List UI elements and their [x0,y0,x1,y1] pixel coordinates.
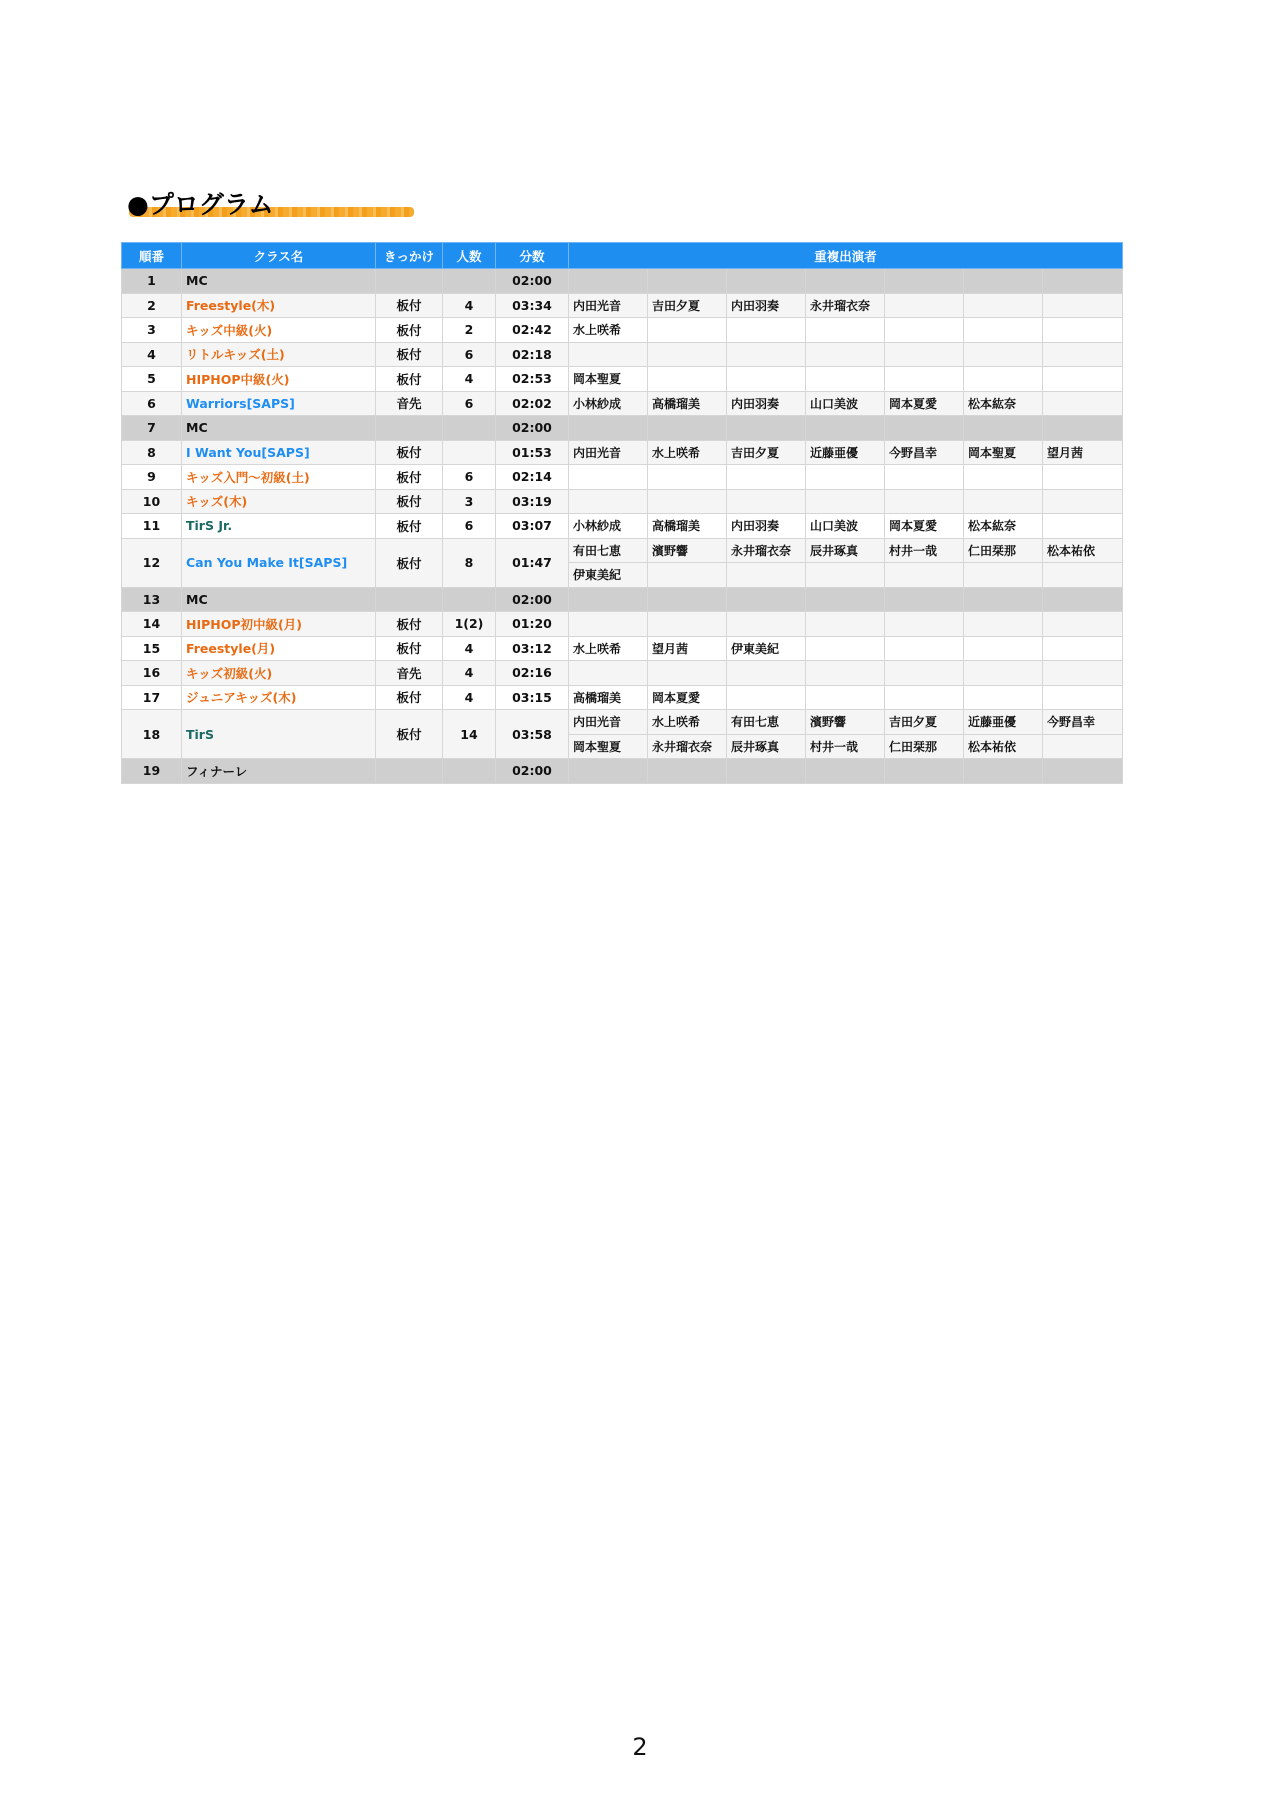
performer-cell [648,269,727,294]
count-cell [443,416,496,441]
order-cell: 17 [122,685,182,710]
performer-cell: 山口美波 [806,514,885,539]
performer-cell: 内田羽奏 [727,293,806,318]
performer-cell [727,269,806,294]
performer-cell [569,612,648,637]
performer-cell [727,685,806,710]
performer-cell: 内田光音 [569,440,648,465]
count-cell: 6 [443,465,496,490]
performer-cell [727,367,806,392]
cue-cell: 板付 [376,514,443,539]
cue-cell: 板付 [376,440,443,465]
class-name-cell: MC [182,587,376,612]
class-name-cell: TirS Jr. [182,514,376,539]
time-cell: 02:53 [496,367,569,392]
performer-cell: 望月茜 [1043,440,1123,465]
count-cell: 6 [443,514,496,539]
table-row [122,440,1123,465]
time-cell: 03:07 [496,514,569,539]
header-cue: きっかけ [376,243,443,269]
performer-cell [1043,318,1123,343]
class-name-cell: HIPHOP初中級(月) [182,612,376,637]
performer-cell: 高橋瑠美 [569,685,648,710]
class-name-cell: HIPHOP中級(火) [182,367,376,392]
cue-cell [376,416,443,441]
count-cell: 6 [443,391,496,416]
order-cell: 10 [122,489,182,514]
header-minutes: 分数 [496,243,569,269]
performer-cell [964,269,1043,294]
performer-cell [806,416,885,441]
order-cell: 7 [122,416,182,441]
performer-cell [885,293,964,318]
cue-cell: 板付 [376,465,443,490]
performer-cell [648,416,727,441]
performer-cell [1043,612,1123,637]
performer-cell: 伊東美紀 [727,636,806,661]
class-name-cell: ジュニアキッズ(木) [182,685,376,710]
table-row [122,612,1123,637]
table-row [122,293,1123,318]
performer-cell: 岡本夏愛 [885,391,964,416]
count-cell: 4 [443,293,496,318]
performer-cell [885,489,964,514]
performer-cell: 岡本聖夏 [964,440,1043,465]
performer-cell: 松本紘奈 [964,391,1043,416]
order-cell: 14 [122,612,182,637]
performer-cell: 小林紗成 [569,391,648,416]
count-cell: 14 [443,710,496,759]
performer-cell [727,489,806,514]
class-name-cell: Freestyle(木) [182,293,376,318]
performer-cell [806,269,885,294]
performer-cell: 村井一哉 [806,734,885,759]
performer-cell [806,563,885,588]
performer-cell: 仁田栞那 [964,538,1043,563]
performer-cell: 松本紘奈 [964,514,1043,539]
performer-cell [885,342,964,367]
class-name-cell: Can You Make It[SAPS] [182,538,376,587]
class-name-cell: MC [182,269,376,294]
performer-cell [806,661,885,686]
performer-cell [806,587,885,612]
performer-cell: 仁田栞那 [885,734,964,759]
time-cell: 01:20 [496,612,569,637]
performer-cell: 濱野響 [806,710,885,735]
performer-cell: 辰井琢真 [727,734,806,759]
count-cell [443,587,496,612]
performer-cell [1043,416,1123,441]
performer-cell [964,636,1043,661]
performer-cell: 小林紗成 [569,514,648,539]
time-cell: 02:16 [496,661,569,686]
performer-cell [885,318,964,343]
performer-cell [648,661,727,686]
performer-cell [569,269,648,294]
performer-cell: 高橋瑠美 [648,514,727,539]
table-row [122,391,1123,416]
cue-cell: 板付 [376,318,443,343]
performer-cell [727,759,806,784]
performer-cell [648,489,727,514]
class-name-cell: キッズ中級(火) [182,318,376,343]
performer-cell [964,416,1043,441]
order-cell: 9 [122,465,182,490]
cue-cell: 板付 [376,685,443,710]
performer-cell [648,465,727,490]
order-cell: 12 [122,538,182,587]
performer-cell [885,685,964,710]
time-cell: 02:42 [496,318,569,343]
performer-cell: 内田光音 [569,710,648,735]
order-cell: 8 [122,440,182,465]
time-cell: 02:02 [496,391,569,416]
performer-cell: 岡本夏愛 [648,685,727,710]
performer-cell [964,318,1043,343]
performer-cell: 伊東美紀 [569,563,648,588]
performer-cell [964,489,1043,514]
count-cell [443,759,496,784]
performer-cell: 内田羽奏 [727,514,806,539]
cue-cell: 音先 [376,661,443,686]
cue-cell: 板付 [376,710,443,759]
header-overlap: 重複出演者 [569,243,1123,269]
cue-cell: 板付 [376,636,443,661]
count-cell: 4 [443,685,496,710]
performer-cell [648,587,727,612]
order-cell: 1 [122,269,182,294]
count-cell: 6 [443,342,496,367]
performer-cell [1043,342,1123,367]
count-cell: 4 [443,636,496,661]
performer-cell [806,612,885,637]
table-row [122,587,1123,612]
cue-cell: 板付 [376,342,443,367]
performer-cell [569,489,648,514]
performer-cell [964,759,1043,784]
performer-cell: 吉田夕夏 [885,710,964,735]
performer-cell [885,269,964,294]
performer-cell: 吉田夕夏 [727,440,806,465]
performer-cell [964,563,1043,588]
cue-cell: 板付 [376,538,443,587]
table-row [122,710,1123,735]
performer-cell [806,342,885,367]
order-cell: 5 [122,367,182,392]
count-cell: 1(2) [443,612,496,637]
class-name-cell: キッズ入門〜初級(土) [182,465,376,490]
performer-cell: 水上咲希 [569,636,648,661]
count-cell: 8 [443,538,496,587]
performer-cell: 水上咲希 [648,710,727,735]
cue-cell: 板付 [376,612,443,637]
performer-cell: 内田羽奏 [727,391,806,416]
performer-cell [885,416,964,441]
performer-cell [727,416,806,441]
performer-cell: 今野昌幸 [1043,710,1123,735]
performer-cell: 内田光音 [569,293,648,318]
class-name-cell: MC [182,416,376,441]
class-name-cell: TirS [182,710,376,759]
program-title [127,185,417,225]
performer-cell: 永井瑠衣奈 [648,734,727,759]
performer-cell [885,661,964,686]
time-cell: 03:34 [496,293,569,318]
table-row [122,661,1123,686]
performer-cell [569,342,648,367]
table-row [122,465,1123,490]
performer-cell [727,342,806,367]
time-cell: 02:00 [496,587,569,612]
table-row [122,514,1123,539]
time-cell: 02:00 [496,759,569,784]
performer-cell: 岡本聖夏 [569,734,648,759]
performer-cell: 有田七恵 [569,538,648,563]
cue-cell: 板付 [376,489,443,514]
performer-cell [964,367,1043,392]
time-cell: 01:47 [496,538,569,587]
page-number: 2 [632,1733,648,1761]
performer-cell [1043,293,1123,318]
table-row [122,269,1123,294]
table-row [122,318,1123,343]
cue-cell [376,269,443,294]
performer-cell [885,587,964,612]
table-header-row [122,243,1123,269]
time-cell: 03:12 [496,636,569,661]
performer-cell: 有田七恵 [727,710,806,735]
count-cell [443,269,496,294]
performer-cell [1043,661,1123,686]
performer-cell [964,342,1043,367]
performer-cell: 岡本夏愛 [885,514,964,539]
order-cell: 18 [122,710,182,759]
performer-cell [1043,759,1123,784]
order-cell: 11 [122,514,182,539]
performer-cell: 山口美波 [806,391,885,416]
performer-cell [727,612,806,637]
time-cell: 02:18 [496,342,569,367]
performer-cell [806,367,885,392]
performer-cell [885,759,964,784]
performer-cell [1043,514,1123,539]
performer-cell [1043,367,1123,392]
class-name-cell: リトルキッズ(土) [182,342,376,367]
performer-cell [964,587,1043,612]
performer-cell: 近藤亜優 [964,710,1043,735]
table-row [122,636,1123,661]
table-row [122,367,1123,392]
performer-cell [806,759,885,784]
class-name-cell: Freestyle(月) [182,636,376,661]
count-cell: 4 [443,661,496,686]
performer-cell [648,318,727,343]
performer-cell [648,759,727,784]
performer-cell [1043,636,1123,661]
performer-cell: 高橋瑠美 [648,391,727,416]
performer-cell: 水上咲希 [569,318,648,343]
performer-cell [964,685,1043,710]
time-cell: 02:14 [496,465,569,490]
performer-cell [964,612,1043,637]
performer-cell [727,318,806,343]
performer-cell [885,465,964,490]
table-row [122,759,1123,784]
class-name-cell: キッズ初級(火) [182,661,376,686]
count-cell: 3 [443,489,496,514]
performer-cell [964,661,1043,686]
table-row [122,416,1123,441]
performer-cell [569,465,648,490]
order-cell: 2 [122,293,182,318]
performer-cell [1043,685,1123,710]
performer-cell [727,661,806,686]
performer-cell [806,465,885,490]
order-cell: 6 [122,391,182,416]
table-row [122,538,1123,563]
order-cell: 3 [122,318,182,343]
performer-cell [648,612,727,637]
performer-cell [727,465,806,490]
time-cell: 03:19 [496,489,569,514]
cue-cell [376,759,443,784]
performer-cell: 濱野響 [648,538,727,563]
header-count: 人数 [443,243,496,269]
performer-cell [1043,465,1123,490]
class-name-cell: I Want You[SAPS] [182,440,376,465]
performer-cell [1043,563,1123,588]
performer-cell [727,563,806,588]
performer-cell [648,563,727,588]
header-class: クラス名 [182,243,376,269]
performer-cell [885,367,964,392]
performer-cell [964,465,1043,490]
performer-cell: 村井一哉 [885,538,964,563]
performer-cell [806,318,885,343]
order-cell: 15 [122,636,182,661]
performer-cell: 吉田夕夏 [648,293,727,318]
table-row [122,685,1123,710]
performer-cell [648,367,727,392]
performer-cell: 望月茜 [648,636,727,661]
class-name-cell: キッズ(木) [182,489,376,514]
performer-cell [885,612,964,637]
time-cell: 02:00 [496,416,569,441]
performer-cell [885,563,964,588]
performer-cell [569,661,648,686]
performer-cell [1043,489,1123,514]
performer-cell [648,342,727,367]
performer-cell [1043,587,1123,612]
time-cell: 03:15 [496,685,569,710]
performer-cell: 近藤亜優 [806,440,885,465]
table-row [122,342,1123,367]
time-cell: 01:53 [496,440,569,465]
performer-cell: 永井瑠衣奈 [727,538,806,563]
performer-cell: 永井瑠衣奈 [806,293,885,318]
order-cell: 19 [122,759,182,784]
order-cell: 16 [122,661,182,686]
count-cell [443,440,496,465]
class-name-cell: Warriors[SAPS] [182,391,376,416]
program-table [121,242,1123,784]
title-text: ●プログラム [127,190,274,219]
count-cell: 4 [443,367,496,392]
performer-cell [806,636,885,661]
performer-cell [964,293,1043,318]
performer-cell: 松本祐依 [1043,538,1123,563]
performer-cell: 松本祐依 [964,734,1043,759]
class-name-cell: フィナーレ [182,759,376,784]
performer-cell [727,587,806,612]
cue-cell: 板付 [376,367,443,392]
performer-cell [1043,734,1123,759]
performer-cell [885,636,964,661]
count-cell: 2 [443,318,496,343]
cue-cell [376,587,443,612]
performer-cell: 今野昌幸 [885,440,964,465]
performer-cell [1043,269,1123,294]
performer-cell: 岡本聖夏 [569,367,648,392]
order-cell: 4 [122,342,182,367]
performer-cell: 水上咲希 [648,440,727,465]
order-cell: 13 [122,587,182,612]
table-row [122,489,1123,514]
time-cell: 02:00 [496,269,569,294]
performer-cell [569,416,648,441]
time-cell: 03:58 [496,710,569,759]
performer-cell [569,587,648,612]
performer-cell [806,685,885,710]
performer-cell [806,489,885,514]
cue-cell: 板付 [376,293,443,318]
header-order: 順番 [122,243,182,269]
performer-cell [569,759,648,784]
cue-cell: 音先 [376,391,443,416]
performer-cell [1043,391,1123,416]
performer-cell: 辰井琢真 [806,538,885,563]
